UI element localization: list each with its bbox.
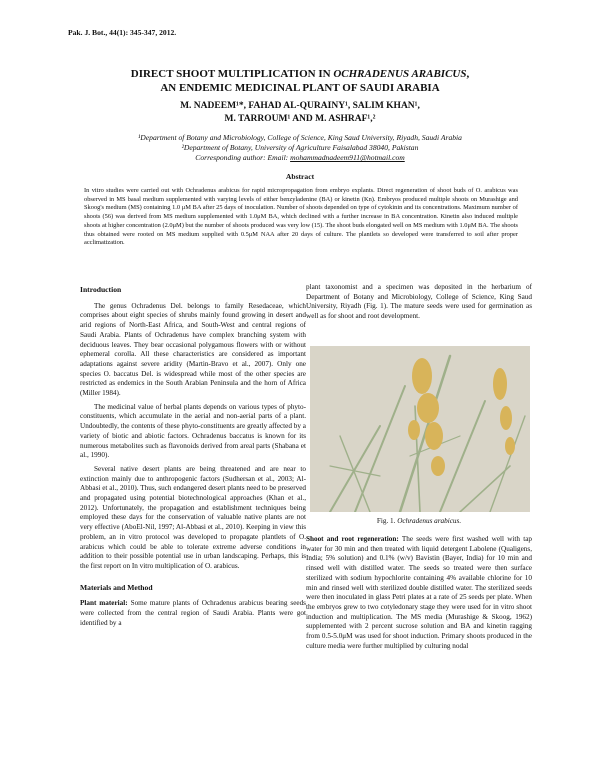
abstract-heading: Abstract bbox=[285, 172, 315, 181]
plant-material-paragraph: Plant material: Some mature plants of Ochradenus arabicus bearing seeds were collected from the central region of Saudi Arabia. Plants were got identified by a bbox=[80, 599, 306, 627]
corresponding-author: Corresponding author: Email: mohammadnadeem911@hotmail.com bbox=[195, 153, 405, 162]
affiliation-1: ¹Department of Botany and Microbiology, College of Science, King Saud University, Riyadh, Saudi Arabia bbox=[138, 133, 462, 142]
affiliations bbox=[70, 133, 530, 163]
herbarium-paragraph: plant taxonomist and a specimen was deposited in the herbarium of Department of Botany and Microbiology, College of Science, King Saud University, Riyadh (Fig. 1). The mature seeds were used for germination as well as for shoot and root development. bbox=[306, 283, 532, 321]
author-list bbox=[70, 100, 530, 126]
left-column bbox=[80, 285, 306, 633]
intro-paragraph-1: The genus Ochradenus Del. belongs to family Resedaceae, which comprises about eight species of shrubs mainly found growing in desert and arid regions of North-East Africa, and South-West and central regions of Saudi Arabia. Plants of Ochradenus have complex branching system with deciduous leaves. They bear occasional polygamous flowers with or without ephemeral corolla. All these characteristics are considered as important adaptations against severe aridity (Martin-Bravo et al., 2007). Only one species O. baccatus Del. is widespread while most of the other species are restricted as endemics in the South Arabian Peninsula and the horn of Africa (Miller 1984). bbox=[80, 301, 306, 398]
author-line-2: M. TARROUM¹ AND M. ASHRAF¹,² bbox=[224, 114, 376, 124]
shoot-root-lead: Shoot and root regeneration: bbox=[306, 535, 399, 543]
plant-material-lead: Plant material: bbox=[80, 599, 128, 608]
title-line-1: DIRECT SHOOT MULTIPLICATION IN OCHRADENUS ARABICUS, bbox=[130, 68, 470, 80]
right-column-top bbox=[306, 283, 532, 326]
figure-1-photo bbox=[310, 346, 530, 512]
plant-photo-image bbox=[310, 346, 530, 512]
author-email-link[interactable]: mohammadnadeem911@hotmail.com bbox=[290, 153, 405, 162]
affiliation-2: ²Department of Botany, University of Agriculture Faisalabad 38040, Pakistan bbox=[181, 143, 419, 152]
title-line-2: AN ENDEMIC MEDICINAL PLANT OF SAUDI ARABIA bbox=[160, 82, 440, 94]
intro-paragraph-2: The medicinal value of herbal plants depends on various types of phyto-constituents, which accumulate in the aerial and non-aerial parts of a plant. Undoubtedly, the contents of these phyto-constituents are greatly affected by a variety of biotic and abiotic factors. Ochradenus baccatus is known for its numerous metabolites such as flavonoids derived from areal parts (Shabana et al., 1990). bbox=[80, 402, 306, 460]
shoot-root-paragraph: Shoot and root regeneration: The seeds were first washed well with tap water for 30 min and then treated with liquid detergent Labolene (Qualigens, India; 5% solution) and 0.1% (w/v) Bavistin (Bayer, India) for 10 min and rinsed well with distilled water. The seeds so treated were then surface sterilized with sodium hypochlorite containing 4% available chlorine for 10 min and rinsed well with sterilized double distilled water. The sterilized seeds were then inoculated in glass Petri plates at a rate of 25 seeds per plate. When the embryos grew to two cotyledonary stage they were used for in vitro shoot induction and multiplication. The MS media (Murashige & Skoog, 1962) supplemented with 2 percent sucrose solution and BA and kinetin ragging from 0.5-5.0μM was used for shoot induction. Primary shoots produced in the culture media were further multiplied by culturing nodal bbox=[306, 535, 532, 650]
introduction-heading: Introduction bbox=[80, 285, 122, 294]
paper-title bbox=[70, 67, 530, 95]
intro-paragraph-3: Several native desert plants are being threatened and are near to extinction mainly due to anthropogenic factors (Sudhersan et al., 2003; Al-Abbasi et al., 2010). Thus, such endangered desert plants need to be preserved and propagated using potential biotechnological approaches (Khan et al., 2012). Unfortunately, the propagation and establishment techniques being employed these days for the conservation of valuable native plants are not very effective (AboEl-Nil, 1997; Al-Abbasi et al., 2010). Keeping in view this problem, an in vitro protocol was developed to propagate plantlets of O. arabicus which could be able to tolerate extreme adverse conditions in addition to their possible potential use in urban landscaping. Perhaps, this is the first report on In vitro multiplication of O. arabicus. bbox=[80, 464, 306, 570]
abstract-text: In vitro studies were carried out with Ochradenus arabicus for rapid micropropagation from embryo explants. Direct regeneration of shoot buds of O. arabicus was observed in MS basal medium supplemented with varying levels of either benzyladenine (BA) or kinetin (Kn). Embryos produced multiple shoots on Murashige and Skoog's medium (MS) containing 1.0 μM BA after 25 days of inoculation. Number of shoots depended on type of cytokinin and its concentrations. Maximum number of shoots (56) was derived from MS medium supplemented with 1.0μM BA, which declined with a further increase in BA concentration. Kinetin also induced multiple shoots at higher concentration (2.0μM) but the number of shoots produced was very low (15). The shoot buds elongated well on MS medium with 1.0μM BA. The shoots thus obtained were rooted on MS medium supplied with 0.5μM NAA after 20 days of culture. The plantlets so developed were transferred to soil after proper acclimatization. bbox=[84, 187, 518, 247]
methods-heading: Materials and Method bbox=[80, 582, 153, 592]
author-line-1: M. NADEEM¹*, FAHAD AL-QURAINY¹, SALIM KHAN¹, bbox=[180, 101, 420, 111]
title-species: OCHRADENUS ARABICUS bbox=[333, 68, 467, 80]
figure-1-caption: Fig. 1. Ochradenus arabicus. bbox=[376, 517, 462, 525]
journal-citation: Pak. J. Bot., 44(1): 345-347, 2012. bbox=[68, 28, 177, 37]
right-column-bottom bbox=[306, 535, 532, 655]
